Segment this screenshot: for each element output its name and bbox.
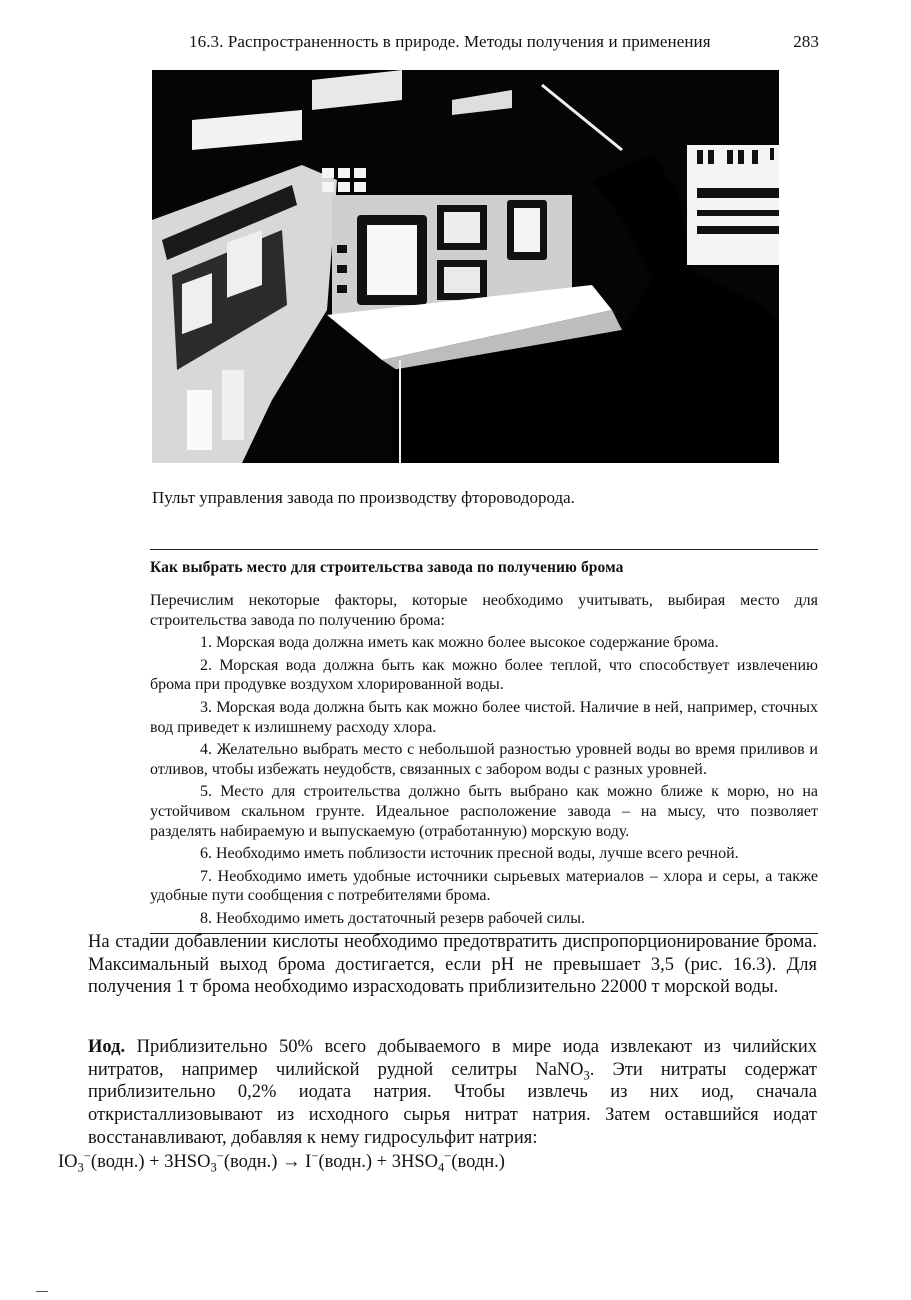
eq-sub: 3 bbox=[77, 1160, 84, 1175]
list-item: 5. Место для строительства должно быть выбрано как можно ближе к морю, но на устойчивом скальном грунте. Идеальное расположение завода – на мысу, что позволяет разделять набираемую и выпускаемую (отработанную) морскую воду. bbox=[150, 783, 818, 840]
paragraph-iodine bbox=[88, 1036, 817, 1150]
page-number: 283 bbox=[793, 32, 819, 51]
text-segment: . Эти нитраты содержат приблизительно 0,2% иодата натрия. Чтобы извлечь из них иод, сначала откристаллизовывают из исходного сырья нитрат натрия. Затем оставшийся иодат восстанавливают, добавляя к нему гидросульфит натрия: bbox=[88, 1059, 817, 1148]
formula-nano3 bbox=[535, 1059, 590, 1083]
paragraph-bromine bbox=[88, 931, 817, 999]
list-item: 1. Морская вода должна иметь как можно более высокое содержание брома. bbox=[200, 634, 719, 652]
eq-term: (водн.) + 3HSO bbox=[90, 1152, 211, 1172]
reaction-equation bbox=[58, 1148, 505, 1175]
list-item: 3. Морская вода должна быть как можно более чистой. Наличие в ней, например, сточных вод приведет к излишнему расходу хлора. bbox=[150, 698, 818, 736]
control-panel-photo bbox=[152, 70, 779, 463]
formula-main: NaNO bbox=[535, 1059, 584, 1080]
figure-caption: Пульт управления завода по производству фтороводорода. bbox=[152, 488, 575, 507]
eq-sup: − bbox=[83, 1148, 91, 1163]
eq-sup: − bbox=[216, 1148, 224, 1163]
list-item: 7. Необходимо иметь удобные источники сырьевых материалов – хлора и серы, а также удобные пути сообщения с потребителями брома. bbox=[150, 867, 818, 905]
list-item: 8. Необходимо иметь достаточный резерв рабочей силы. bbox=[200, 909, 586, 927]
page-header bbox=[189, 32, 819, 56]
box-intro: Перечислим некоторые факторы, которые необходимо учитывать, выбирая место для строительства завода по получению брома: bbox=[150, 592, 818, 629]
formula-subscript: 3 bbox=[583, 1068, 590, 1083]
paragraph-text: На стадии добавлении кислоты необходимо предотвратить диспропорционирование брома. Максимальный выход брома достигается, если pH не превышает 3,5 (рис. 16.3). Для получения 1 т брома необходимо израсходовать приблизительно 22000 т морской воды. bbox=[88, 932, 817, 998]
running-title: 16.3. Распространенность в природе. Методы получения и применения bbox=[189, 32, 711, 51]
list-item: 4. Желательно выбрать место с небольшой разностью уровней воды во время приливов и отливов, чтобы избежать неудобств, связанных с забором воды с разных уровней. bbox=[150, 741, 818, 778]
box-top-rule bbox=[150, 549, 818, 550]
eq-term: (водн.) → I bbox=[223, 1152, 312, 1172]
eq-sup: − bbox=[444, 1148, 452, 1163]
info-box bbox=[150, 549, 818, 934]
eq-iodate: IO bbox=[58, 1152, 78, 1172]
eq-term: (водн.) + 3HSO bbox=[318, 1152, 438, 1172]
margin-mark bbox=[36, 1291, 48, 1292]
box-title: Как выбрать место для строительства завода по получению брома bbox=[150, 559, 624, 576]
eq-sub: 4 bbox=[437, 1160, 445, 1175]
section-lead: Иод. bbox=[88, 1037, 126, 1057]
paragraph-text bbox=[88, 1036, 817, 1150]
eq-sub: 3 bbox=[210, 1160, 217, 1175]
text-segment: Приблизительно 50% всего добываемого в мире иода извлекают из чилийских нитратов, например чилийской рудной селитры bbox=[88, 1037, 817, 1080]
eq-sup: − bbox=[311, 1148, 319, 1163]
list-item: 2. Морская вода должна быть как можно более теплой, что способствует извлечению брома при продувке воздухом хлорированной воды. bbox=[150, 656, 818, 694]
list-item: 6. Необходимо иметь поблизости источник пресной воды, лучше всего речной. bbox=[200, 845, 739, 863]
eq-term: (водн.) bbox=[451, 1152, 505, 1172]
